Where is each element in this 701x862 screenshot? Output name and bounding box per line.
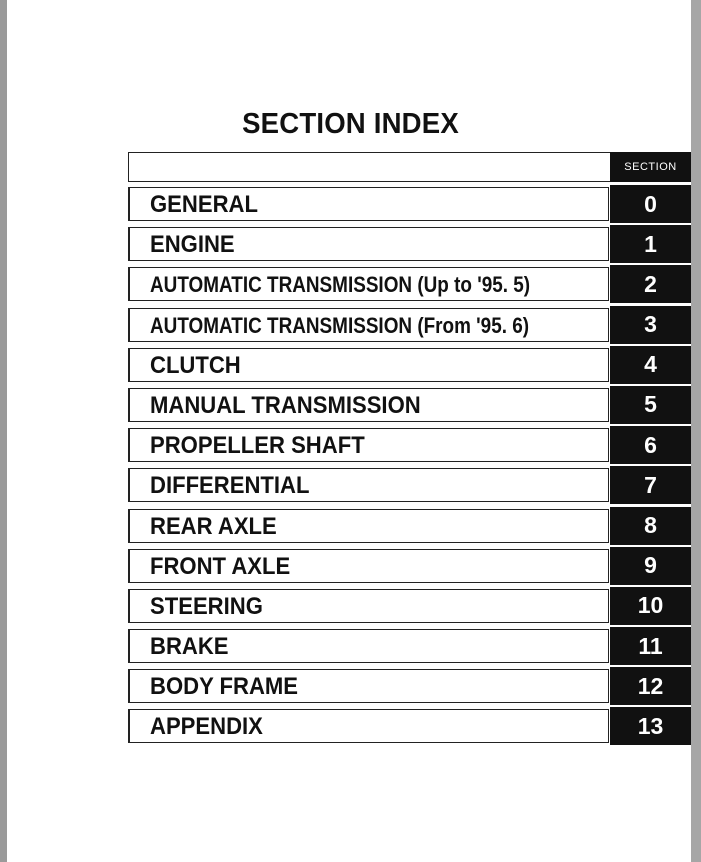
section-number-tab: 6 — [610, 426, 691, 464]
page-left-edge — [0, 0, 7, 862]
section-label-box — [128, 509, 609, 543]
section-row-general[interactable] — [128, 185, 691, 225]
section-label-box — [128, 468, 609, 502]
section-label: MANUAL TRANSMISSION — [150, 391, 421, 419]
section-label: PROPELLER SHAFT — [150, 432, 365, 460]
section-label: ENGINE — [150, 231, 235, 259]
page-title: SECTION INDEX — [242, 108, 459, 140]
section-row-propeller-shaft[interactable] — [128, 426, 691, 466]
section-row-differential[interactable] — [128, 466, 691, 506]
section-row-manual-transmission[interactable] — [128, 386, 691, 426]
page-right-edge — [691, 0, 701, 862]
section-label-box — [128, 428, 609, 462]
section-number-tab: 4 — [610, 346, 691, 384]
section-number-tab: 10 — [610, 587, 691, 625]
section-number-tab: 5 — [610, 386, 691, 424]
section-label: CLUTCH — [150, 351, 241, 379]
section-number-tab: 7 — [610, 466, 691, 504]
section-row-brake[interactable] — [128, 627, 691, 667]
section-number-tab: 12 — [610, 667, 691, 705]
section-row-steering[interactable] — [128, 587, 691, 627]
section-number-tab: 9 — [610, 547, 691, 585]
section-label: AUTOMATIC TRANSMISSION (From '95. 6) — [150, 312, 530, 338]
section-label-box — [128, 549, 609, 583]
section-label-box — [128, 308, 609, 342]
section-column-header: SECTION — [610, 152, 691, 182]
section-number-tab: 11 — [610, 627, 691, 665]
section-label-box — [128, 187, 609, 221]
section-label: GENERAL — [150, 191, 258, 218]
section-row-front-axle[interactable] — [128, 547, 691, 587]
section-row-automatic-transmission-up-to-95-5[interactable] — [128, 265, 691, 305]
section-row-appendix[interactable] — [128, 707, 691, 747]
section-number-tab: 1 — [610, 225, 691, 263]
section-label-box — [128, 669, 609, 703]
section-index-header — [128, 152, 691, 182]
section-label: BRAKE — [150, 633, 229, 661]
section-row-clutch[interactable] — [128, 346, 691, 386]
section-label: REAR AXLE — [150, 512, 277, 540]
section-label-box — [128, 709, 609, 743]
section-row-body-frame[interactable] — [128, 667, 691, 707]
header-blank-box — [128, 152, 611, 182]
section-number-tab: 2 — [610, 265, 691, 303]
section-number-tab: 3 — [610, 306, 691, 344]
section-number-tab: 13 — [610, 707, 691, 745]
section-label-box — [128, 227, 609, 261]
section-label-box — [128, 589, 609, 623]
section-row-automatic-transmission-from-95-6[interactable] — [128, 306, 691, 346]
section-list — [128, 185, 691, 748]
section-row-rear-axle[interactable] — [128, 507, 691, 547]
section-label-box — [128, 388, 609, 422]
section-label: DIFFERENTIAL — [150, 472, 310, 500]
section-label-box — [128, 348, 609, 382]
section-number-tab: 0 — [610, 185, 691, 223]
section-label: APPENDIX — [150, 713, 263, 741]
section-label: AUTOMATIC TRANSMISSION (Up to '95. 5) — [150, 272, 531, 298]
section-row-engine[interactable] — [128, 225, 691, 265]
section-label: STEERING — [150, 592, 263, 620]
section-number-tab: 8 — [610, 507, 691, 545]
section-label: BODY FRAME — [150, 673, 299, 701]
section-label-box — [128, 629, 609, 663]
section-label: FRONT AXLE — [150, 552, 291, 580]
section-label-box — [128, 267, 609, 301]
